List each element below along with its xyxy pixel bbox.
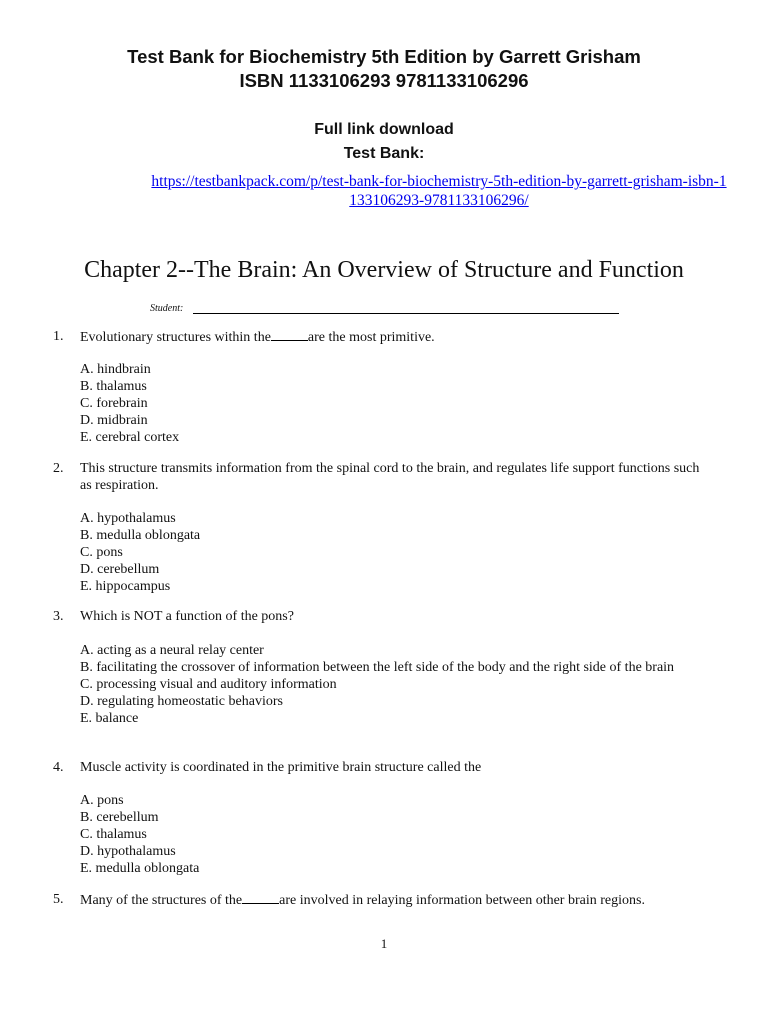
option-e: E. hippocampus (80, 579, 171, 594)
download-section (0, 118, 768, 166)
question-1-options (80, 361, 700, 446)
option-c: C. pons (80, 545, 123, 560)
option-e: E. medulla oblongata (80, 861, 200, 876)
student-label: Student: (150, 303, 184, 314)
download-sublabel: Test Bank: (343, 145, 425, 162)
question-stem-after: are involved in relaying information between other brain regions. (279, 893, 645, 908)
header-title-line1: Test Bank for Biochemistry 5th Edition by Garrett Grisham (127, 46, 641, 67)
question-1 (53, 328, 713, 346)
question-4-options (80, 792, 700, 877)
option-a: A. hindbrain (80, 362, 151, 377)
option-a: A. pons (80, 793, 124, 808)
question-2 (53, 460, 713, 494)
option-d: D. regulating homeostatic behaviors (80, 694, 283, 709)
student-name-line (193, 313, 619, 314)
question-stem-before: Many of the structures of the (80, 893, 243, 908)
question-stem: Muscle activity is coordinated in the primitive brain structure called the (80, 760, 482, 775)
question-number: 1. (53, 329, 64, 344)
option-a: A. acting as a neural relay center (80, 643, 264, 658)
option-b: B. medulla oblongata (80, 528, 201, 543)
option-b: B. thalamus (80, 379, 147, 394)
option-c: C. forebrain (80, 396, 148, 411)
option-e: E. balance (80, 711, 139, 726)
question-stem-before: Evolutionary structures within the (80, 330, 271, 345)
download-label: Full link download (314, 121, 454, 138)
answer-blank (271, 328, 308, 341)
question-stem: Which is NOT a function of the pons? (80, 609, 294, 624)
question-number: 4. (53, 760, 64, 775)
question-number: 3. (53, 609, 64, 624)
answer-blank (242, 891, 279, 904)
question-stem: This structure transmits information from the spinal cord to the brain, and regulates life support functions such as respiration. (80, 461, 700, 493)
option-b: B. facilitating the crossover of information between the left side of the body and the right side of the brain (80, 660, 675, 675)
question-number: 5. (53, 892, 64, 907)
option-e: E. cerebral cortex (80, 430, 180, 445)
chapter-title: Chapter 2--The Brain: An Overview of Structure and Function (84, 257, 684, 283)
option-a: A. hypothalamus (80, 511, 176, 526)
question-number: 2. (53, 461, 64, 476)
question-3 (53, 608, 713, 625)
download-link[interactable]: https://testbankpack.com/p/test-bank-for-biochemistry-5th-edition-by-garrett-grisham-isbn-1133106293-9781133106296/ (151, 173, 727, 209)
question-2-options (80, 510, 700, 595)
question-stem (80, 891, 713, 909)
question-stem (80, 328, 713, 346)
option-d: D. hypothalamus (80, 844, 176, 859)
option-d: D. midbrain (80, 413, 148, 428)
option-c: C. thalamus (80, 827, 147, 842)
option-c: C. processing visual and auditory information (80, 677, 337, 692)
question-stem-after: are the most primitive. (307, 330, 435, 345)
document-header (0, 45, 768, 93)
question-4 (53, 759, 713, 776)
option-b: B. cerebellum (80, 810, 159, 825)
page-number: 1 (380, 936, 388, 951)
option-d: D. cerebellum (80, 562, 160, 577)
question-5 (53, 891, 713, 909)
question-3-options (80, 642, 700, 727)
header-title-line2: ISBN 1133106293 9781133106296 (239, 70, 529, 91)
